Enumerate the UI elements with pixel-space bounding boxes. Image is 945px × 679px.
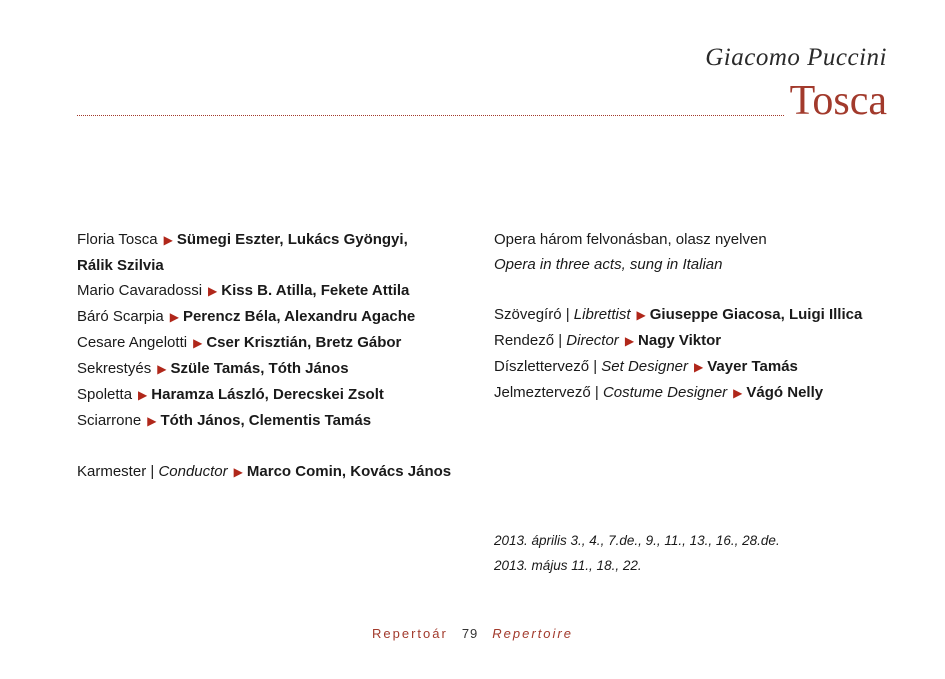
dates-may: 2013. május 11., 18., 22. [494,558,642,573]
role-name: Sciarrone [77,412,142,429]
arrow-icon: ▶ [694,360,704,374]
separator: | [593,358,598,375]
page-number: 79 [461,626,479,641]
separator: | [594,384,599,401]
arrow-icon: ▶ [624,334,635,348]
footer-repertoire: Repertoire [492,626,573,641]
separator: | [558,332,563,349]
cast-line [77,278,472,304]
dotted-rule [77,115,784,116]
arrow-icon: ▶ [157,362,167,376]
creative-names: Giuseppe Giacosa, Luigi Illica [649,306,863,323]
role-name: Cesare Angelotti [77,334,188,351]
singer-names: Sümegi Eszter, Lukács Gyöngyi, [176,231,408,248]
cast-line [77,382,472,408]
arrow-icon: ▶ [208,284,218,298]
role-name: Báró Scarpia [77,308,164,325]
creative-label-hu: Szövegíró [494,306,562,323]
creative-label-hu: Rendező [494,332,555,349]
creative-names: Nagy Viktor [638,332,722,349]
singer-names: Perencz Béla, Alexandru Agache [182,308,416,325]
footer-repertoar: Repertoár [372,626,448,641]
conductor-label-hu: Karmester [77,463,147,480]
arrow-icon: ▶ [169,310,179,324]
creative-label-en: Set Designer [601,358,689,375]
cast-line [77,227,472,253]
description-hu: Opera három felvonásban, olasz nyelven [494,231,767,248]
cast-line [77,408,472,434]
creative-label-hu: Díszlettervező [494,358,590,375]
creative-label-en: Librettist [573,306,631,323]
creative-line [494,354,894,380]
cast-line [77,304,472,330]
conductor-names: Marco Comin, Kovács János [246,463,452,480]
creative-line [494,302,894,328]
info-column [494,227,894,406]
singer-names: Szüle Tamás, Tóth János [170,360,349,377]
separator: | [565,306,570,323]
creative-label-hu: Jelmeztervező [494,384,591,401]
creative-line [494,380,894,406]
singer-names: Tóth János, Clementis Tamás [160,412,372,429]
performance-dates [494,528,780,578]
singer-names: Haramza László, Derecskei Zsolt [151,386,384,403]
dates-april: 2013. április 3., 4., 7.de., 9., 11., 13., 16., 28.de. [494,533,780,548]
singer-names: Cser Krisztián, Bretz Gábor [206,334,402,351]
role-name: Mario Cavaradossi [77,282,203,299]
arrow-icon: ▶ [233,465,243,479]
creative-line [494,328,894,354]
creative-names: Vayer Tamás [707,358,798,375]
arrow-icon: ▶ [193,336,203,350]
creative-label-en: Director [566,332,619,349]
role-name: Spoletta [77,386,133,403]
singer-names-continued: Rálik Szilvia [77,257,164,274]
arrow-icon: ▶ [636,308,646,322]
arrow-icon: ▶ [147,414,157,428]
arrow-icon: ▶ [138,388,148,402]
role-name: Sekrestyés [77,360,152,377]
cast-line [77,330,472,356]
conductor-line [77,459,472,485]
opera-title: Tosca [789,78,887,124]
cast-line [77,356,472,382]
singer-names: Kiss B. Atilla, Fekete Attila [221,282,410,299]
description-en: Opera in three acts, sung in Italian [494,256,723,273]
page-footer [0,626,945,641]
separator: | [150,463,155,480]
conductor-label-en: Conductor [158,463,228,480]
arrow-icon: ▶ [163,233,173,247]
role-name: Floria Tosca [77,231,158,248]
creative-names: Vágó Nelly [746,384,824,401]
cast-column [77,227,472,485]
creative-label-en: Costume Designer [602,384,728,401]
title-row [77,80,887,122]
arrow-icon: ▶ [733,386,743,400]
composer-name: Giacomo Puccini [705,44,887,71]
